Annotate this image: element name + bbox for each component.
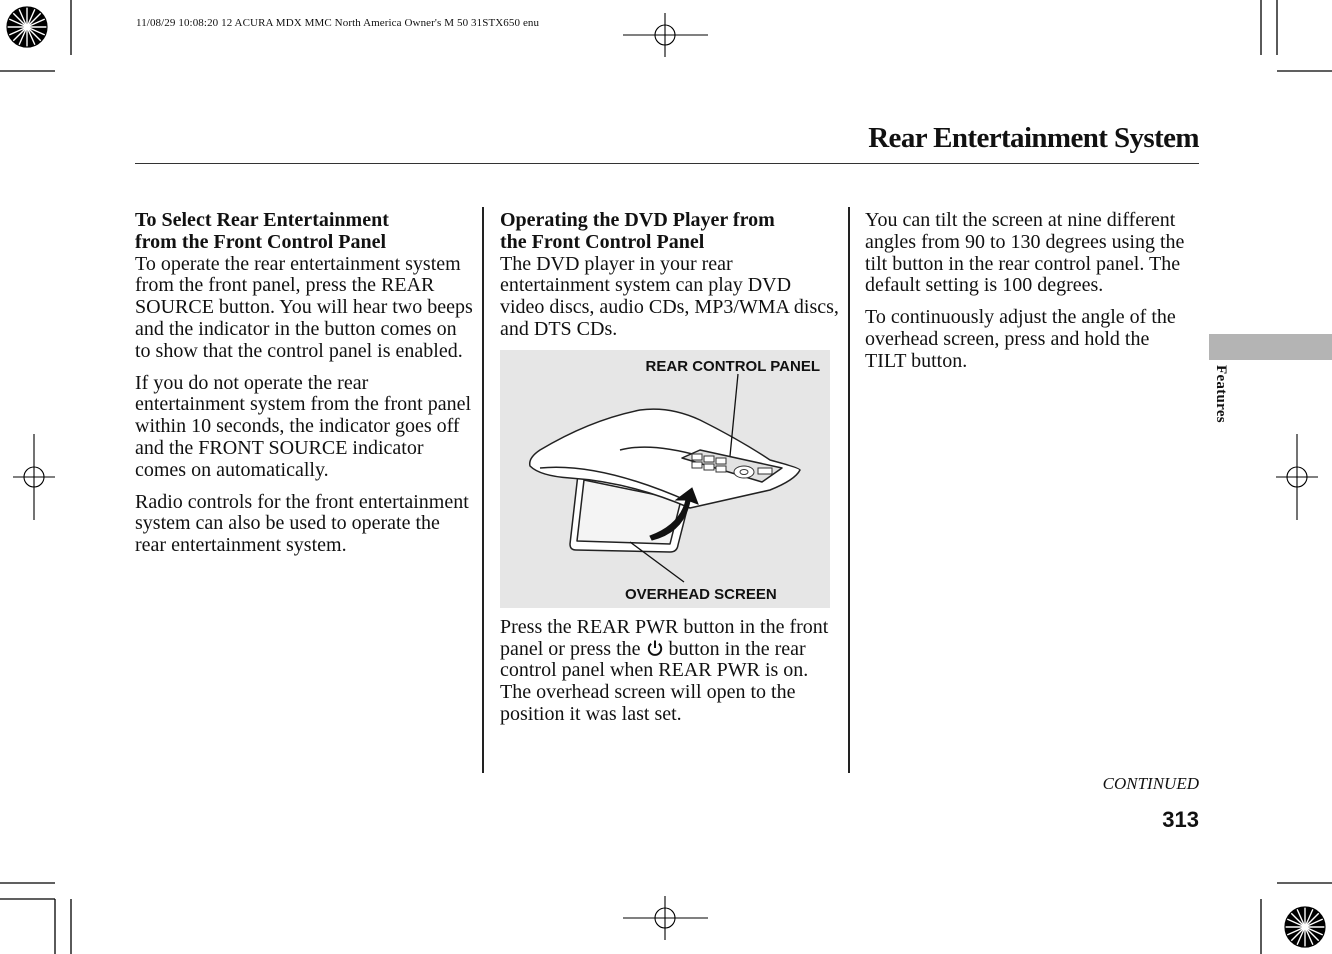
page-title: Rear Entertainment System	[868, 122, 1199, 154]
print-info: 11/08/29 10:08:20 12 ACURA MDX MMC North America Owner's M 50 31STX650 enu	[136, 17, 540, 29]
continued-label: CONTINUED	[1102, 774, 1199, 793]
paragraph-dvd-formats: The DVD player in your rear entertainment system can play DVD video discs, audio CDs, MP3/WMA discs, and DTS CDs.	[500, 252, 839, 340]
overhead-screen-illustration	[500, 350, 830, 608]
column-divider-2	[848, 207, 850, 773]
heading-select-rear-entertainment	[135, 210, 475, 254]
column-select-rear-entertainment	[135, 210, 475, 567]
heading-line-2: from the Front Control Panel	[135, 230, 387, 253]
heading-line-2: the Front Control Panel	[500, 230, 705, 253]
column-divider-1	[482, 207, 484, 773]
starburst-top-left	[7, 7, 47, 47]
section-tab-label: Features	[1213, 365, 1229, 423]
power-icon	[646, 639, 664, 657]
title-rule	[135, 163, 1199, 164]
registration-target-right	[1276, 434, 1318, 520]
column-tilt	[865, 210, 1195, 383]
heading-line-1: Operating the DVD Player from	[500, 209, 775, 231]
registration-target-left	[13, 434, 55, 520]
starburst-bottom-right	[1285, 907, 1325, 947]
paragraph-tilt-button: To continuously adjust the angle of the overhead screen, press and hold the TILT button.	[865, 306, 1176, 372]
paragraph-timeout: If you do not operate the rear entertainment system from the front panel within 10 seconds, the indicator goes off and the FRONT SOURCE indicator comes on automatically.	[135, 371, 472, 481]
callout-rear-control-panel: REAR CONTROL PANEL	[645, 357, 820, 375]
overhead-screen-drawing	[500, 350, 830, 608]
callout-overhead-screen: OVERHEAD SCREEN	[625, 585, 777, 603]
paragraph-tilt-angles: You can tilt the screen at nine different angles from 90 to 130 degrees using the tilt button in the rear control panel. The default setting is 100 degrees.	[865, 209, 1185, 297]
page-number: 313	[1162, 807, 1199, 832]
paragraph-rear-pwr	[500, 617, 840, 726]
section-tab-marker	[1209, 334, 1332, 360]
rear-pwr-text-end: button in the rear control panel when REAR PWR is on. The overhead screen will open to the position it was last set.	[500, 637, 809, 725]
paragraph-rear-source: To operate the rear entertainment system from the front panel, press the REAR SOURCE button. You will hear two beeps and the indicator in the button comes on to show that the control panel is enabled.	[135, 252, 473, 362]
heading-dvd-player	[500, 210, 840, 254]
heading-line-1: To Select Rear Entertainment	[135, 209, 389, 231]
registration-target-top	[623, 13, 708, 57]
paragraph-radio-controls: Radio controls for the front entertainment system can also be used to operate the rear entertainment system.	[135, 490, 469, 557]
rear-pwr-text-start: Press the REAR PWR button in the front panel or press the	[500, 615, 829, 660]
column-dvd-player	[500, 210, 840, 736]
registration-target-bottom	[623, 896, 708, 940]
